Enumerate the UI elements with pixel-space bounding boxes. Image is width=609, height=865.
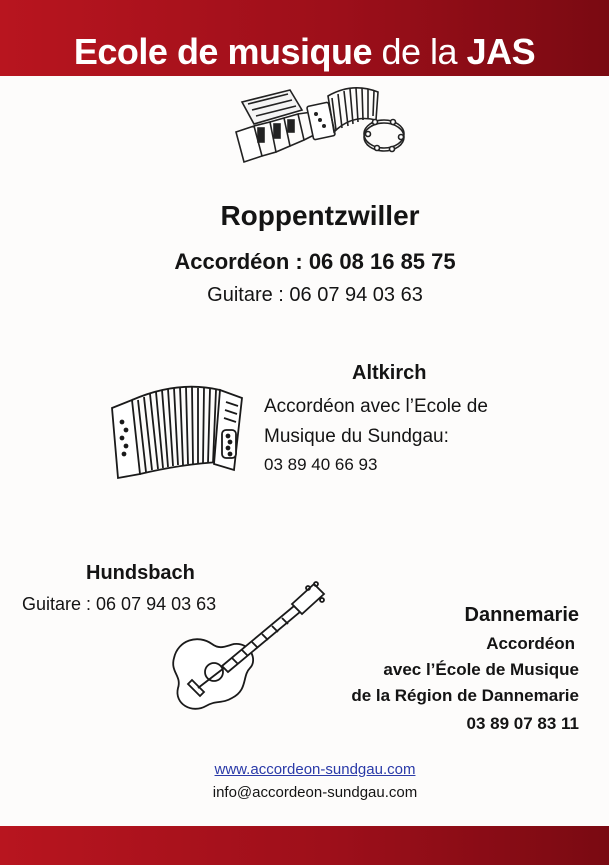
title-part-of: de la: [371, 31, 467, 72]
altkirch-phone: 03 89 40 66 93: [264, 455, 378, 474]
dannemarie-phone: 03 89 07 83 11: [466, 714, 579, 733]
website-link[interactable]: www.accordeon-sundgau.com: [214, 761, 416, 778]
email-address: info@accordeon-sundgau.com: [212, 784, 418, 801]
hundsbach-guitare-phone: Guitare : 06 07 94 03 63: [22, 594, 217, 614]
dannemarie-line2: avec l’École de Musique: [383, 660, 579, 679]
roppentzwiller-accordeon-phone: Accordéon : 06 08 16 85 75: [174, 249, 456, 274]
altkirch-heading: Altkirch: [352, 362, 427, 384]
page-title: [0, 30, 609, 74]
website-line: [0, 760, 609, 780]
accordion-illustration-icon: [108, 378, 250, 488]
instruments-illustration-icon: [228, 82, 408, 168]
roppentzwiller-heading: Roppentzwiller: [220, 200, 420, 231]
dannemarie-line3: de la Région de Dannemarie: [351, 686, 579, 705]
dannemarie-heading: Dannemarie: [464, 604, 579, 626]
footer-band: [0, 826, 609, 865]
hundsbach-heading: Hundsbach: [86, 562, 195, 584]
title-part-jas: JAS: [466, 31, 536, 72]
guitar-illustration-icon: [168, 580, 328, 716]
altkirch-line1: Accordéon avec l’Ecole de: [264, 396, 488, 417]
title-part-school: Ecole de musique: [73, 31, 372, 72]
altkirch-line2: Musique du Sundgau:: [264, 426, 449, 447]
roppentzwiller-guitare-phone: Guitare : 06 07 94 03 63: [207, 284, 423, 306]
dannemarie-line1: Accordéon: [486, 634, 575, 653]
